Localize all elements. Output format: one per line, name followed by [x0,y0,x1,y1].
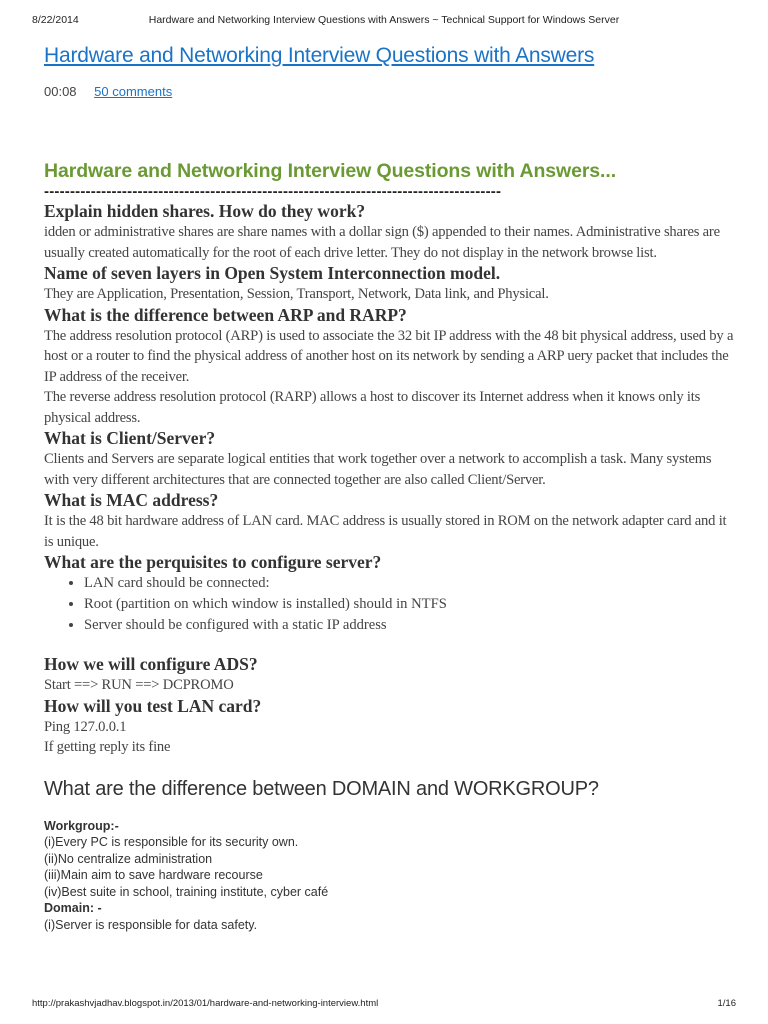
comments-link[interactable]: 50 comments [94,84,173,99]
post-body [44,157,734,934]
question: What is Client/Server? [44,428,216,448]
list-item: (i)Server is responsible for data safety. [44,918,258,933]
answer: The address resolution protocol (ARP) is used to associate the 32 bit IP address with the 48 bit physical address, used by a host or a router to find the physical address of another host on its network by sending a ARP uery packet that includes the IP address of the receiver. [44,327,734,385]
qa-test-lan [44,696,734,758]
list-item: (iv)Best suite in school, training institute, cyber café [44,884,329,899]
page-number: 1/16 [717,998,736,1009]
list-item: • Root (partition on which window is installed) should in NTFS [84,594,734,615]
qa-server-prereqs [44,552,734,636]
list-item: • Server should be configured with a static IP address [84,615,734,636]
print-page-title: Hardware and Networking Interview Questions with Answers ~ Technical Support for Windows Server [148,14,620,26]
post-time: 00:08 [44,84,77,99]
dash-divider: ---------------------------------------------------------------------------------------- [44,185,502,200]
answer: If getting reply its fine [44,739,171,755]
qa-hidden-shares [44,201,734,263]
answer: Start ==> RUN ==> DCPROMO [44,677,234,693]
qa-client-server [44,428,734,490]
question: How we will configure ADS? [44,654,258,674]
list-item: (iii)Main aim to save hardware recourse [44,868,263,883]
print-date: 8/22/2014 [32,14,79,26]
answer: Clients and Servers are separate logical entities that work together over a network to accomplish a task. Many systems with very different architectures that are connected together are also called Client/Server. [44,451,712,488]
page-url: http://prakashvjadhav.blogspot.in/2013/01/hardware-and-networking-interview.html [32,998,379,1009]
answer: idden or administrative shares are share names with a dollar sign ($) appended to their names. Administrative shares are usually created automatically for the root of each drive letter. They do not display in the network browse list. [44,224,720,261]
workgroup-domain-block [44,818,734,934]
question: What is the difference between ARP and RARP? [44,304,407,325]
list-item: (i)Every PC is responsible for its security own. [44,835,299,850]
qa-osi-layers [44,263,734,305]
list-item: (ii)No centralize administration [44,851,213,866]
list-item: • LAN card should be connected: [84,573,734,594]
question: Name of seven layers in Open System Interconnection model. [44,263,501,283]
print-header [32,14,736,28]
answer: It is the 48 bit hardware address of LAN card. MAC address is usually stored in ROM on the network adapter card and it is unique. [44,513,727,550]
spacer [44,636,734,654]
qa-arp-rarp [44,305,734,429]
question: How will you test LAN card? [44,695,262,716]
answer: The reverse address resolution protocol (RARP) allows a host to discover its Internet address when it knows only its physical address. [44,389,701,426]
answer: Ping 127.0.0.1 [44,718,127,735]
workgroup-label: Workgroup:- [44,818,119,833]
prereq-list [44,573,734,636]
content-heading: Hardware and Networking Interview Questions with Answers... [44,160,617,182]
domain-workgroup-heading: What are the difference between DOMAIN and WORKGROUP? [44,777,599,800]
question: Explain hidden shares. How do they work? [44,201,366,221]
question: What are the perquisites to configure server? [44,552,382,572]
post-meta [44,84,172,99]
answer: They are Application, Presentation, Session, Transport, Network, Data link, and Physical. [44,286,549,302]
question: What is MAC address? [44,490,219,510]
qa-configure-ads [44,654,734,696]
qa-mac-address [44,490,734,552]
post-title-link[interactable]: Hardware and Networking Interview Questions with Answers [44,44,595,67]
print-footer [32,998,736,1010]
domain-label: Domain: - [44,901,102,916]
